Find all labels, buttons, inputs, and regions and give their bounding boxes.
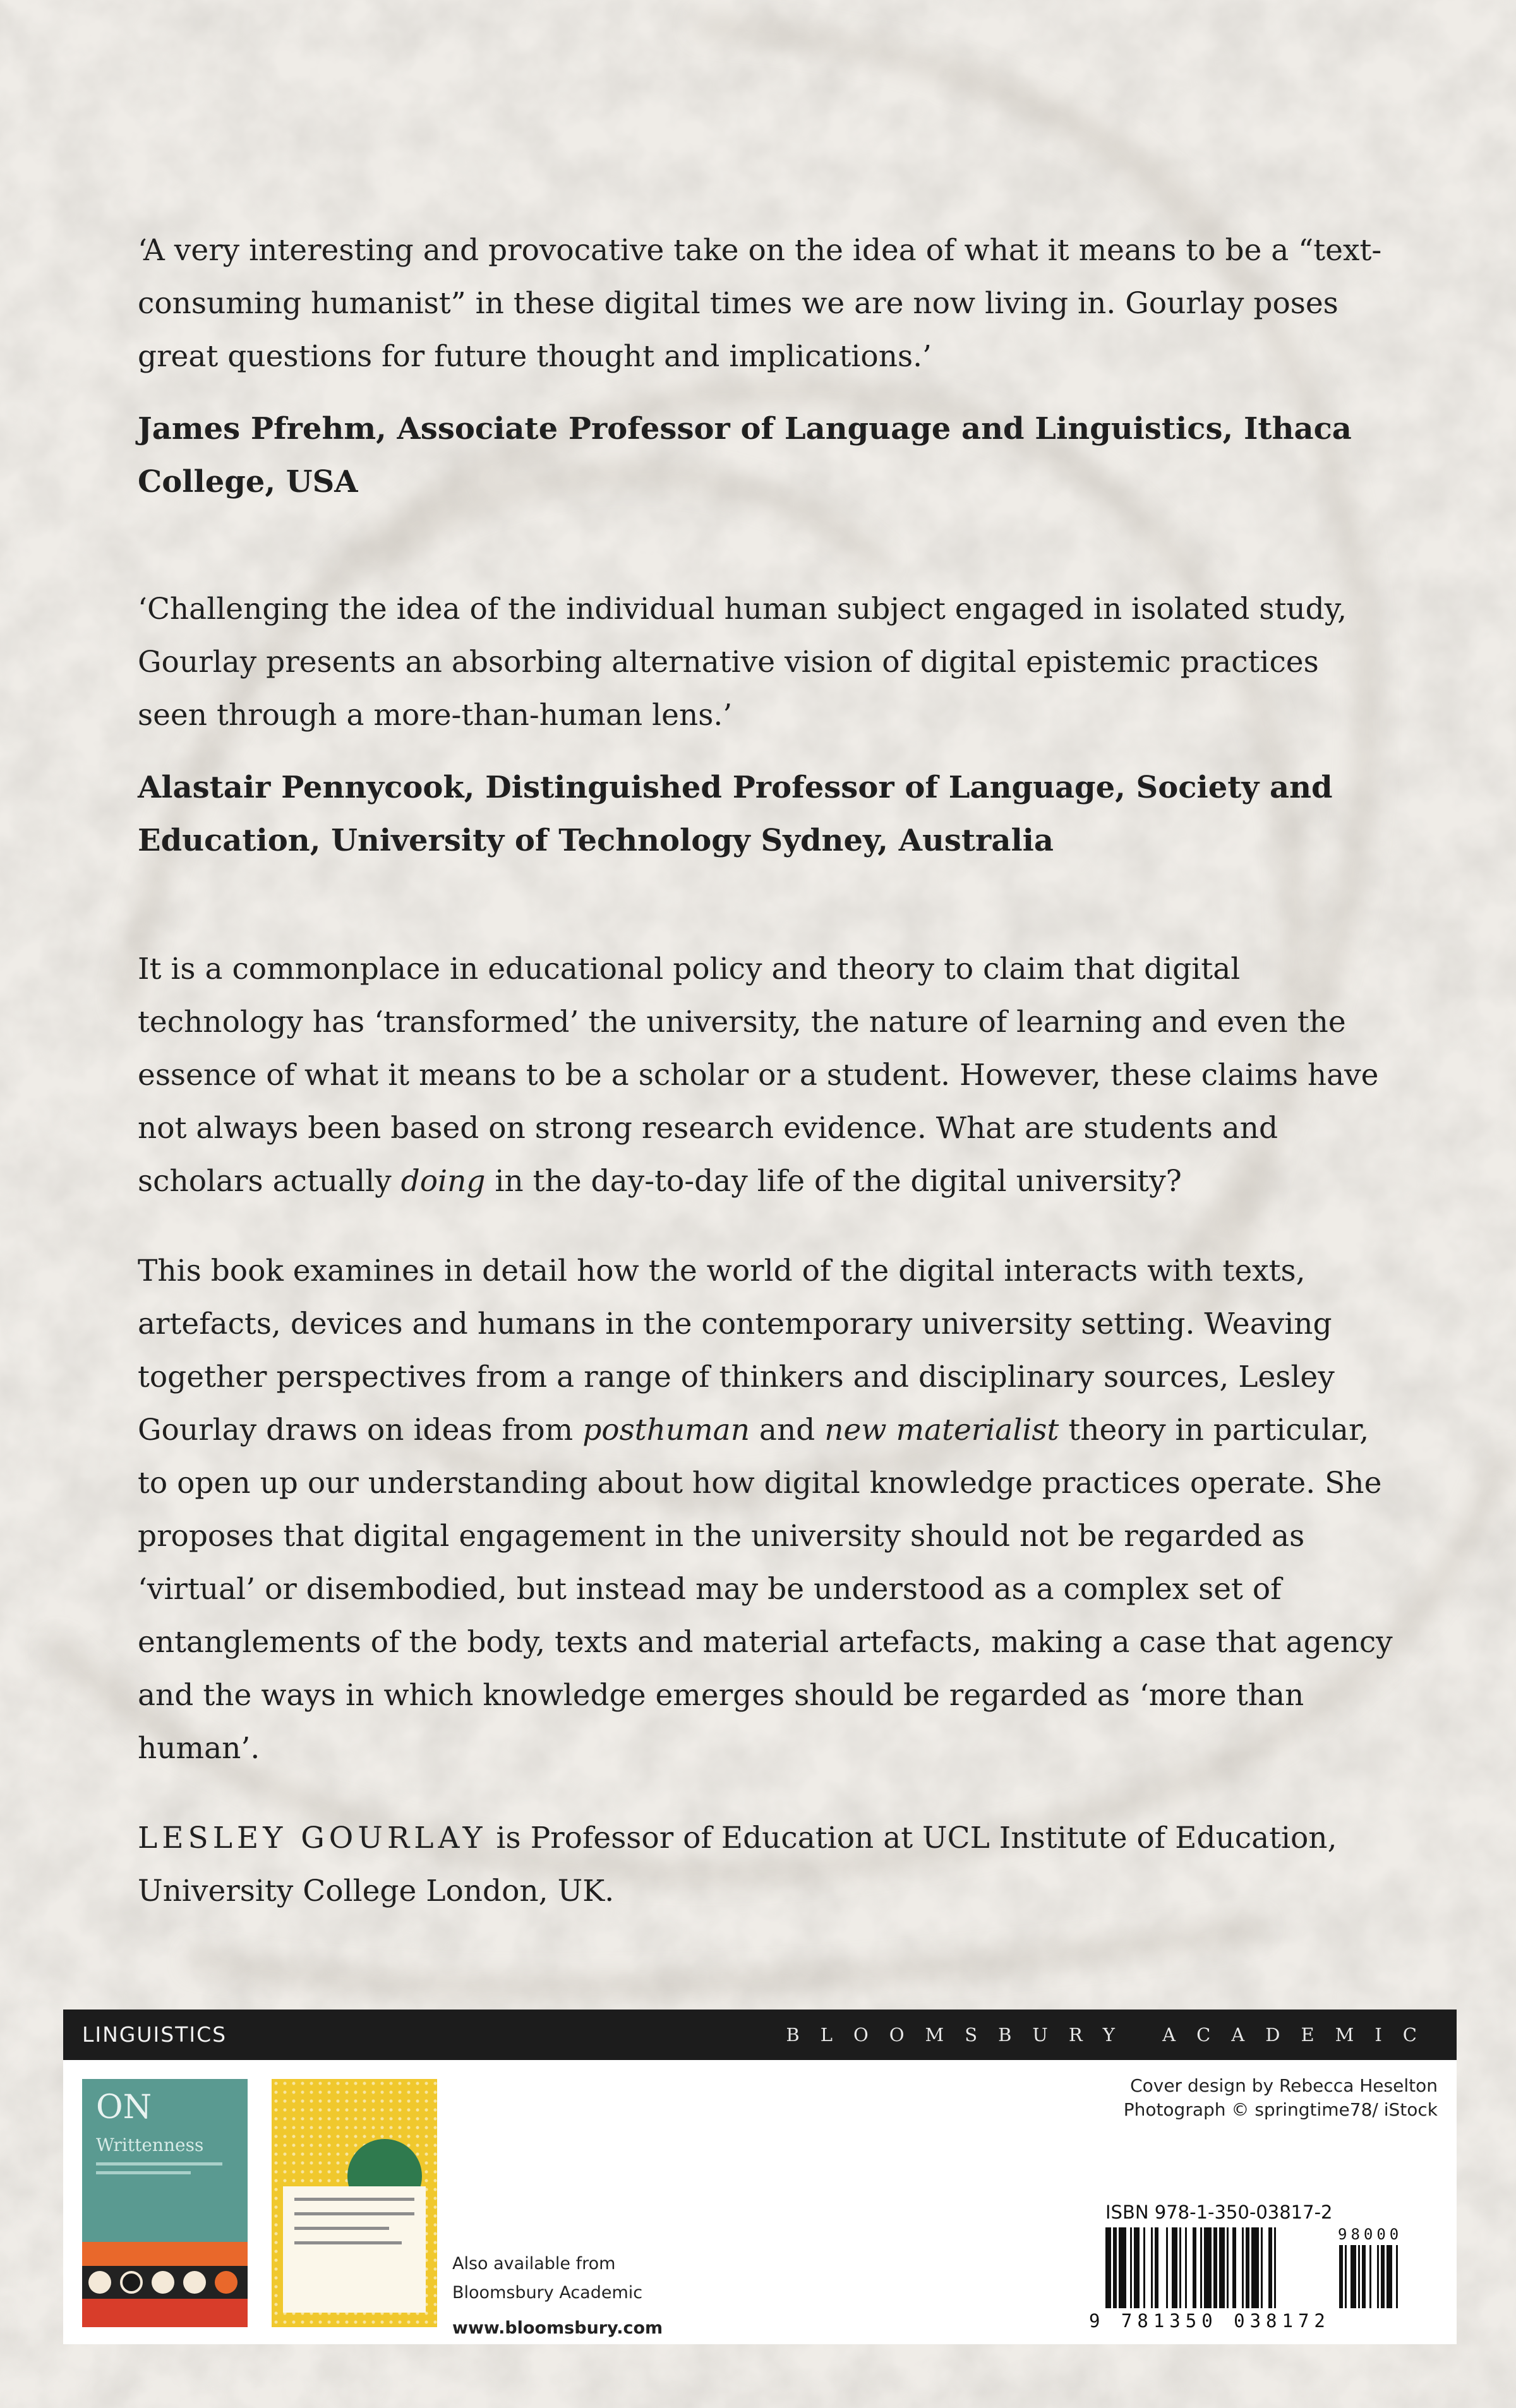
- emphasis-new-materialist: new materialist: [824, 1413, 1059, 1447]
- related-book-title-rest: Writtenness: [96, 2135, 204, 2155]
- publisher-name: BLOOMSBURY ACADEMIC: [786, 2024, 1438, 2046]
- description-paragraph-2: This book examines in detail how the world of the digital interacts with texts, artefacts, devices and humans in the contemporary university setting. Weaving together perspectives from a range of thinkers and disciplinary sources, Lesley Gourlay draws on ideas from posthuman and new materialist theory in particular, to open up our understanding about how digital knowledge practices operate. She proposes that digital engagement in the university should not be regarded as ‘virtual’ or disembodied, but instead may be understood as a complex set of entanglements of the body, texts and material artefacts, making a case that agency and the ways in which knowledge emerges should be regarded as ‘more than human’.: [138, 1254, 1393, 1766]
- back-cover-text: [138, 224, 1395, 1918]
- endorsement-quote-1: ‘A very interesting and provocative take on the idea of what it means to be a “text-consuming humanist” in these digital times we are now living in. Gourlay poses great questions for future thought and implications.’: [138, 233, 1382, 374]
- related-book-cover-task-based[interactable]: [272, 2079, 437, 2327]
- related-book-cover-on-writtenness[interactable]: [82, 2079, 248, 2327]
- subject-publisher-band: [63, 2010, 1457, 2060]
- description-paragraph-1: It is a commonplace in educational policy and theory to claim that digital technology has ‘transformed’ the university, the nature of learning and even the essence of what it means to be a scholar or a student. However, these claims have not always been based on strong research evidence. What are students and scholars actually doing in the day-to-day life of the digital university?: [138, 952, 1379, 1199]
- website-link[interactable]: www.bloomsbury.com: [452, 2318, 663, 2338]
- barcode-addon-digits: 98000: [1338, 2225, 1403, 2243]
- related-book-title-word: ON: [96, 2088, 152, 2126]
- cover-text-lines: [96, 2162, 222, 2180]
- cover-credits: [1124, 2074, 1438, 2122]
- photograph-credit: Photograph © springtime78/ iStock: [1123, 2099, 1438, 2120]
- cover-design-credit: Cover design by Rebecca Heselton: [1130, 2075, 1438, 2096]
- also-available: Also available from Bloomsbury Academic www.bloomsbury.com: [452, 2249, 663, 2343]
- barcode-digits: 9 781350 038172: [1089, 2310, 1330, 2332]
- author-name: LESLEY GOURLAY: [138, 1821, 487, 1855]
- barcode: [1105, 2227, 1434, 2309]
- cover-dot-pattern: [82, 2266, 248, 2299]
- emphasis-posthuman: posthuman: [582, 1413, 750, 1447]
- isbn-label: ISBN 978-1-350-03817-2: [1105, 2201, 1333, 2223]
- endorsement-attribution-1: James Pfrehm, Associate Professor of Language and Linguistics, Ithaca College, USA: [138, 411, 1352, 500]
- subject-label: LINGUISTICS: [82, 2022, 227, 2047]
- endorsement-quote-2: ‘Challenging the idea of the individual human subject engaged in isolated study, Gourlay presents an absorbing alternative vision of digital epistemic practices seen through a more-than-human lens.’: [138, 592, 1347, 733]
- footer-panel: [63, 2060, 1457, 2344]
- author-bio: LESLEY GOURLAY is Professor of Education at UCL Institute of Education, University College London, UK.: [138, 1821, 1337, 1908]
- emphasis-doing: doing: [400, 1164, 486, 1199]
- endorsement-attribution-2: Alastair Pennycook, Distinguished Professor of Language, Society and Education, University of Technology Sydney, Australia: [138, 770, 1333, 858]
- cover-title-block: [283, 2186, 426, 2313]
